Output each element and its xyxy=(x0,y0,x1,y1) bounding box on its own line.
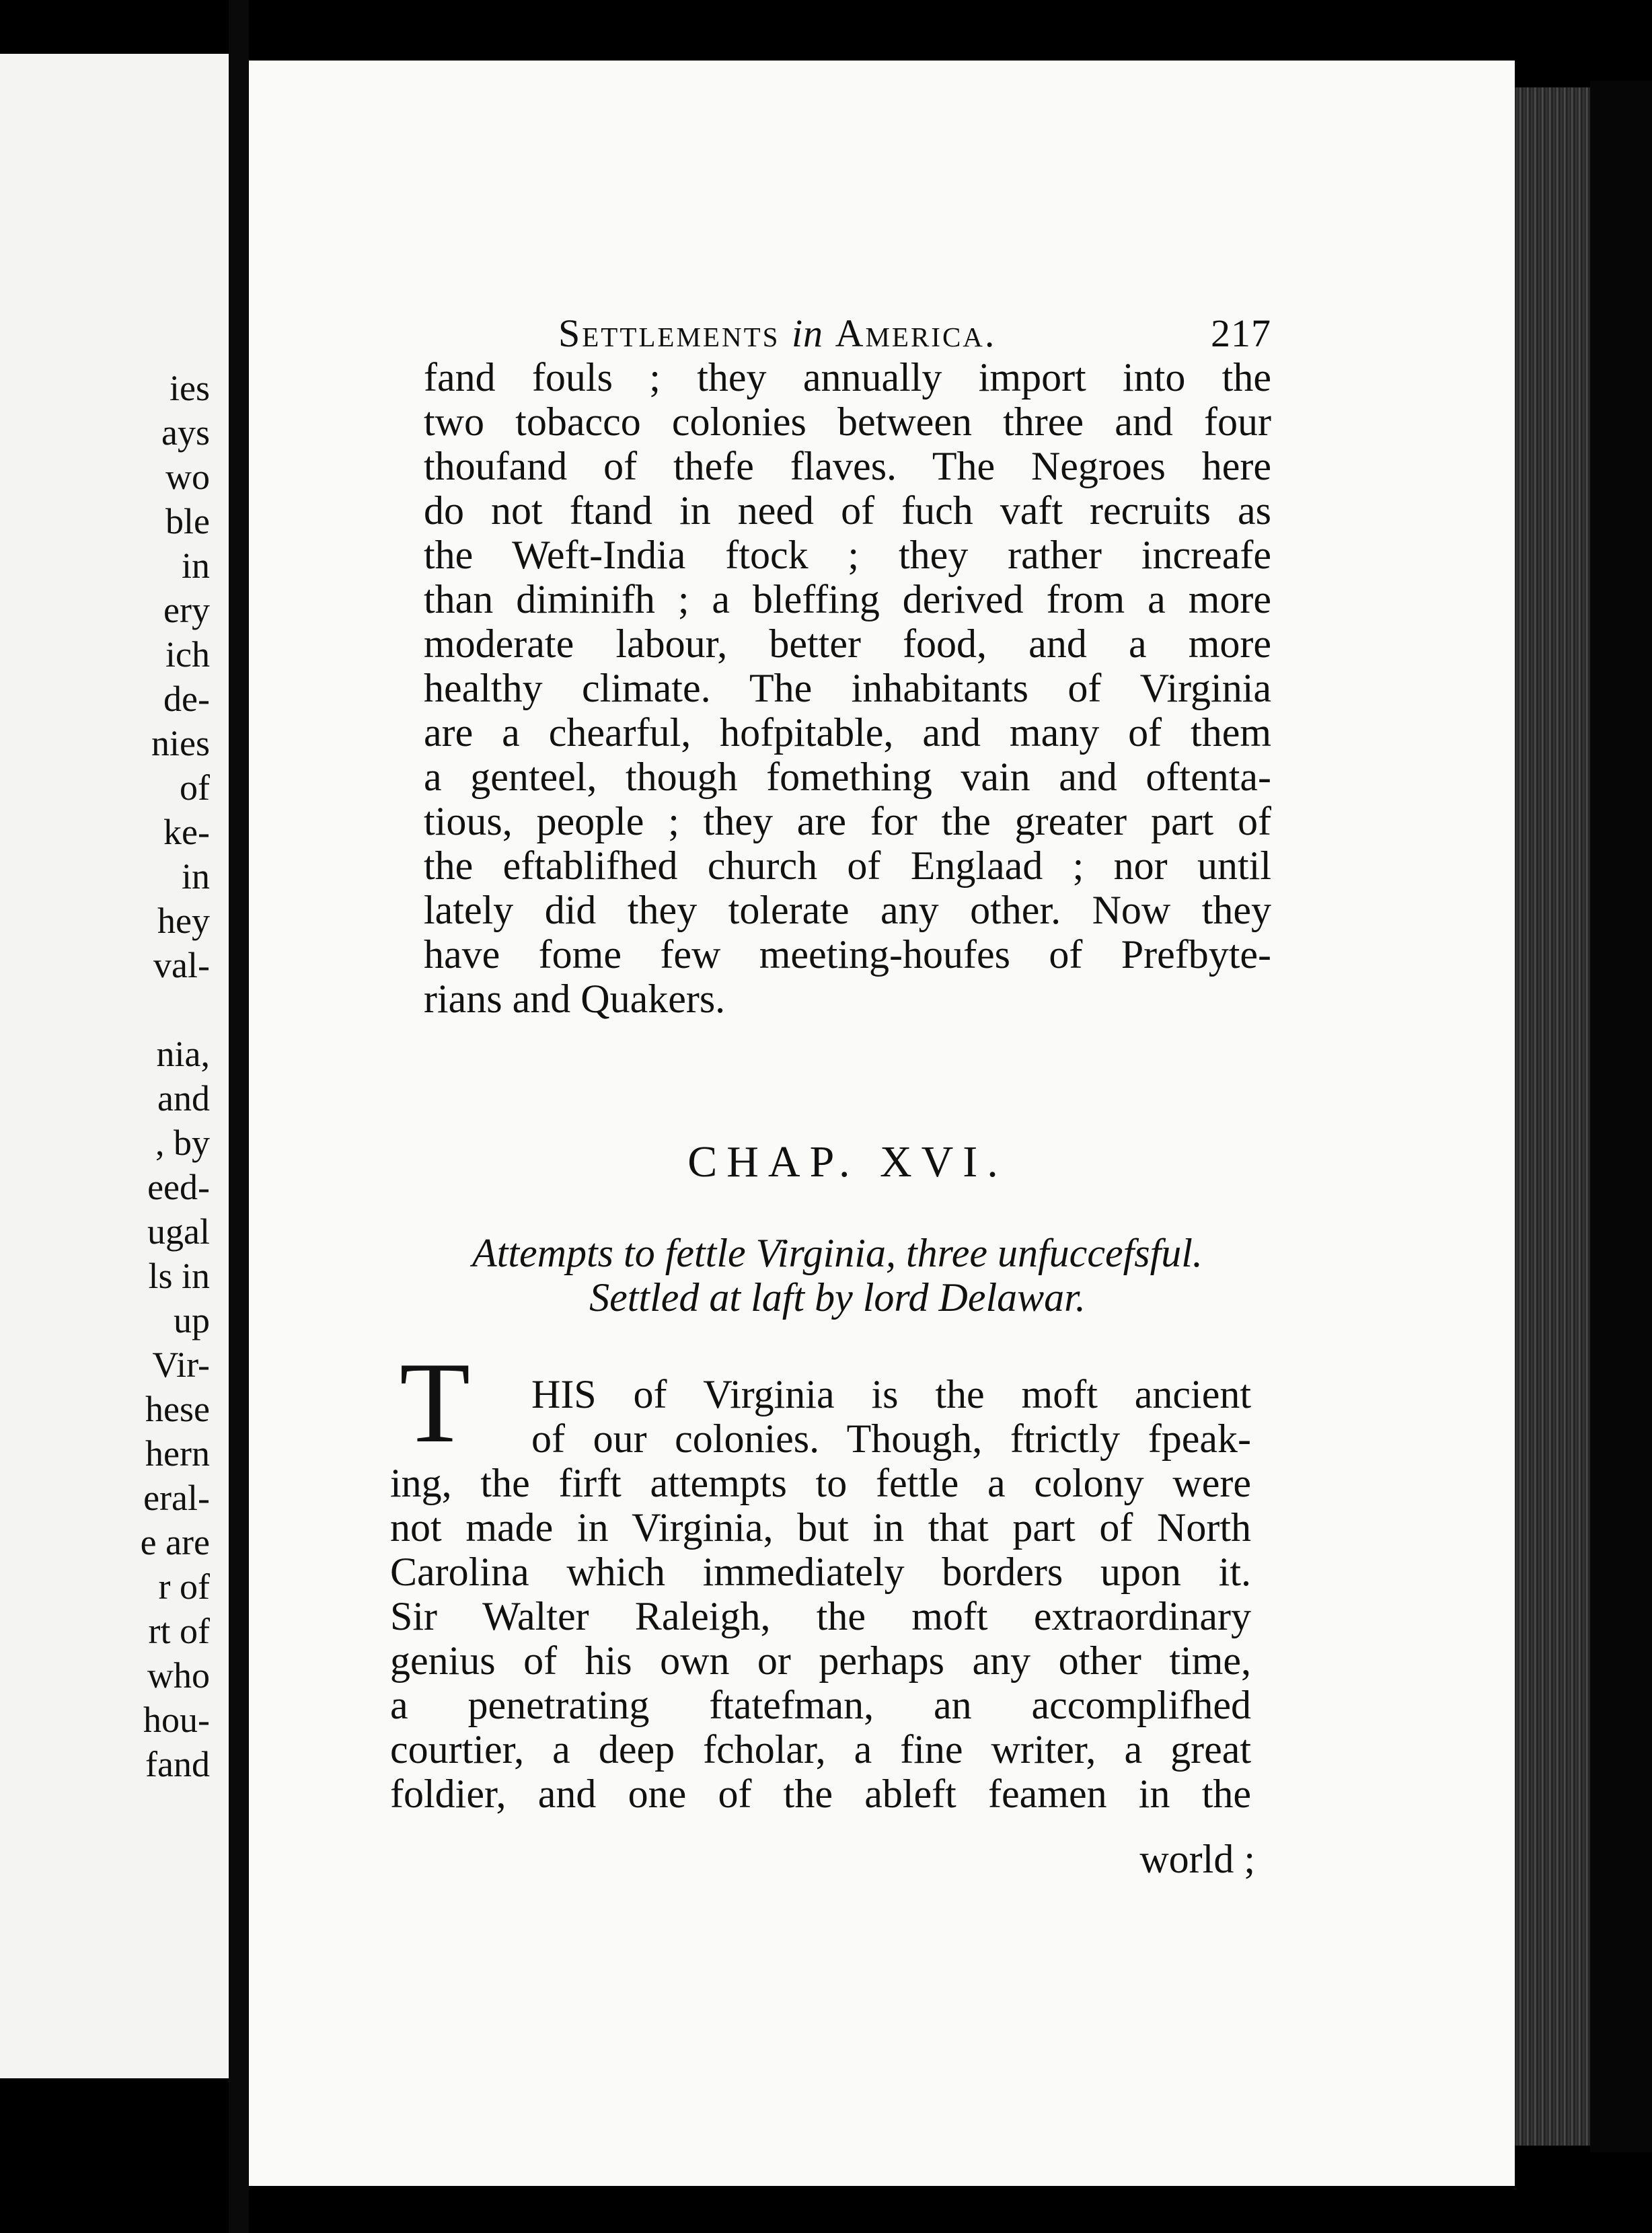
page-number: 217 xyxy=(1211,311,1271,355)
chapter-subtitle-line-1: Attempts to fettle Virginia, three unfuccefsful. xyxy=(472,1231,1203,1275)
previous-page-line: nia, xyxy=(156,1034,210,1074)
text-line: have fome few meeting-houfes of Prefbyte- xyxy=(424,932,1271,977)
previous-page-line: hou- xyxy=(143,1700,210,1740)
previous-page-line: ble xyxy=(165,501,210,541)
drop-cap: T xyxy=(400,1339,471,1467)
text-line: tious, people ; they are for the greater part of xyxy=(424,799,1271,843)
text-line: healthy climate. The inhabitants of Virginia xyxy=(424,666,1271,710)
previous-page-line: in xyxy=(181,856,210,897)
text-line: do not ftand in need of fuch vaft recruits as xyxy=(424,488,1271,533)
paragraph-opening-lines xyxy=(531,1372,1251,1461)
previous-page-line: ies xyxy=(170,368,210,408)
previous-page xyxy=(0,54,229,2078)
previous-page-line: hey xyxy=(157,901,210,941)
previous-page-line: and xyxy=(157,1078,210,1119)
running-head-in: in xyxy=(791,311,824,355)
previous-page-line: ich xyxy=(165,634,210,675)
previous-page-line: ke- xyxy=(163,812,210,852)
catchword: world ; xyxy=(1139,1837,1255,1881)
text-line: moderate labour, better food, and a more xyxy=(424,621,1271,666)
text-line: Sir Walter Raleigh, the moft extraordinary xyxy=(390,1594,1251,1638)
running-head xyxy=(558,311,1271,356)
text-line: courtier, a deep fcholar, a fine writer, a great xyxy=(390,1727,1251,1772)
text-line: are a chearful, hofpitable, and many of them xyxy=(424,710,1271,755)
previous-page-line: rt of xyxy=(148,1611,210,1651)
previous-page-line: ls in xyxy=(148,1256,210,1296)
previous-page-line: val- xyxy=(153,945,210,985)
previous-page-line: hese xyxy=(145,1389,210,1429)
previous-page-line: ays xyxy=(161,412,210,453)
previous-page-line: r of xyxy=(158,1566,210,1607)
previous-page-line: wo xyxy=(165,457,210,497)
text-line: genius of his own or perhaps any other time, xyxy=(390,1638,1251,1683)
page-edges xyxy=(1515,87,1590,2146)
text-line: HIS of Virginia is the moft ancient xyxy=(531,1372,1251,1416)
text-line: foldier, and one of the ableft feamen in the xyxy=(390,1772,1251,1816)
previous-page-line: hern xyxy=(145,1433,210,1474)
paragraph-continued xyxy=(424,355,1271,1021)
previous-page-line: eed- xyxy=(147,1167,210,1207)
text-line: a penetrating ftatefman, an accomplifhed xyxy=(390,1683,1251,1727)
previous-page-line: Vir- xyxy=(152,1345,210,1385)
previous-page-line: ery xyxy=(163,590,210,630)
running-head-title-1: Settlements xyxy=(558,311,780,355)
text-line: the Weft-India ftock ; they rather increafe xyxy=(424,533,1271,577)
previous-page-line: nies xyxy=(151,723,210,763)
text-line: the eftablifhed church of Englaad ; nor until xyxy=(424,843,1271,888)
text-line: Carolina which immediately borders upon it. xyxy=(390,1550,1251,1594)
previous-page-line: of xyxy=(180,767,210,808)
text-line: lately did they tolerate any other. Now they xyxy=(424,888,1271,932)
text-line: of our colonies. Though, ftrictly fpeak- xyxy=(531,1416,1251,1461)
previous-page-line: , by xyxy=(155,1123,210,1163)
book-gutter xyxy=(229,0,249,2233)
previous-page-line: eral- xyxy=(143,1478,210,1518)
text-line: than diminifh ; a bleffing derived from a more xyxy=(424,577,1271,621)
text-line: thoufand of thefe flaves. The Negroes here xyxy=(424,444,1271,488)
chapter-title: CHAP. XVI. xyxy=(687,1137,1008,1186)
previous-page-line: who xyxy=(147,1655,210,1696)
running-head-title-2: America. xyxy=(835,311,997,355)
previous-page-line: up xyxy=(174,1300,210,1340)
previous-page-line: ugal xyxy=(147,1211,210,1252)
text-line: a genteel, though fomething vain and oftenta- xyxy=(424,755,1271,799)
text-line: rians and Quakers. xyxy=(424,977,726,1021)
previous-page-line: in xyxy=(181,545,210,586)
text-line: not made in Virginia, but in that part of North xyxy=(390,1505,1251,1550)
paragraph-body xyxy=(390,1461,1251,1816)
text-line: two tobacco colonies between three and four xyxy=(424,400,1271,444)
previous-page-line: e are xyxy=(140,1522,210,1562)
text-line: fand fouls ; they annually import into the xyxy=(424,355,1271,400)
previous-page-line: de- xyxy=(163,679,210,719)
previous-page-line: fand xyxy=(145,1744,210,1784)
text-line: ing, the firft attempts to fettle a colony were xyxy=(390,1461,1251,1505)
chapter-subtitle-line-2: Settled at laft by lord Delawar. xyxy=(589,1275,1086,1320)
book-edge-shadow xyxy=(1590,81,1652,2152)
